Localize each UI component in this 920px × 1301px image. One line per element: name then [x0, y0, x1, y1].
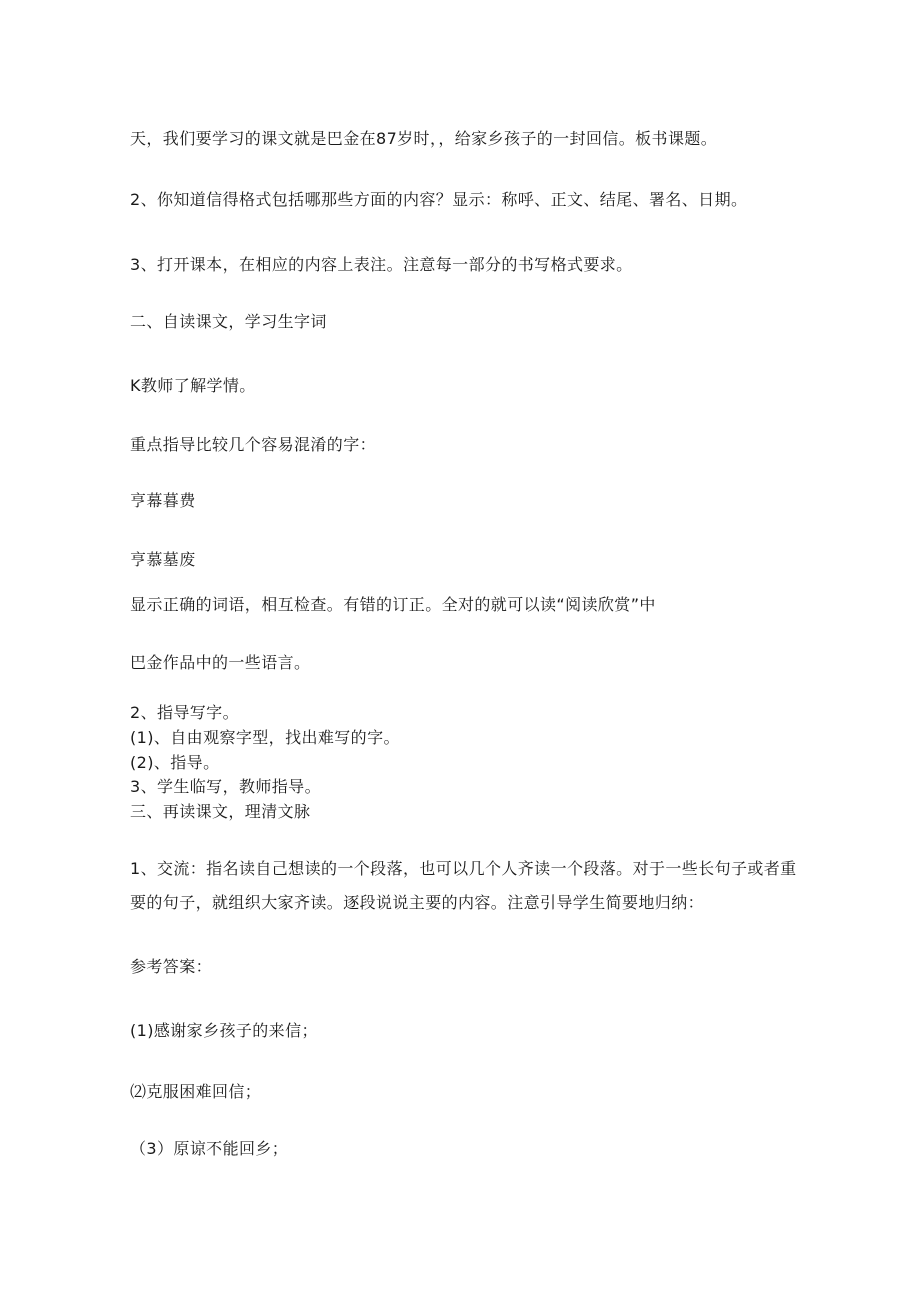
text-line-17: 要的句子，就组织大家齐读。逐段说说主要的内容。注意引导学生简要地归纳： [130, 893, 705, 912]
text-line-5: K教师了解学情。 [130, 376, 256, 395]
section-heading-2: 二、自读课文，学习生字词 [130, 312, 327, 331]
section-heading-3: 三、再读课文，理清文脉 [130, 802, 311, 821]
text-line-7: 亨幕暮费 [130, 491, 196, 510]
text-line-12: (1)、自由观察字型，找出难写的字。 [130, 728, 400, 747]
text-line-1: 天，我们要学习的课文就是巴金在87岁时，，给家乡孩子的一封回信。板书课题。 [130, 129, 718, 148]
text-line-10: 巴金作品中的一些语言。 [130, 653, 311, 672]
text-line-9: 显示正确的词语，相互检查。有错的订正。全对的就可以读“阅读欣赏”中 [130, 595, 656, 614]
text-line-11: 2、指导写字。 [130, 703, 239, 722]
text-line-19: (1)感谢家乡孩子的来信； [130, 1021, 318, 1040]
text-line-21: （3）原谅不能回乡； [130, 1139, 289, 1158]
text-line-8: 亨慕墓废 [130, 550, 196, 569]
text-line-6: 重点指导比较几个容易混淆的字： [130, 435, 377, 454]
text-line-13: (2)、指导。 [130, 753, 220, 772]
text-line-16: 1、交流：指名读自己想读的一个段落，也可以几个人齐读一个段落。对于一些长句子或者重 [130, 859, 797, 878]
text-line-3: 3、打开课本，在相应的内容上表注。注意每一部分的书写格式要求。 [130, 255, 633, 274]
text-line-14: 3、学生临写，教师指导。 [130, 777, 321, 796]
text-line-20: ⑵克服困难回信； [130, 1082, 262, 1101]
text-line-18: 参考答案： [130, 957, 213, 976]
text-line-2: 2、你知道信得格式包括哪那些方面的内容？显示：称呼、正文、结尾、署名、日期。 [130, 190, 748, 209]
